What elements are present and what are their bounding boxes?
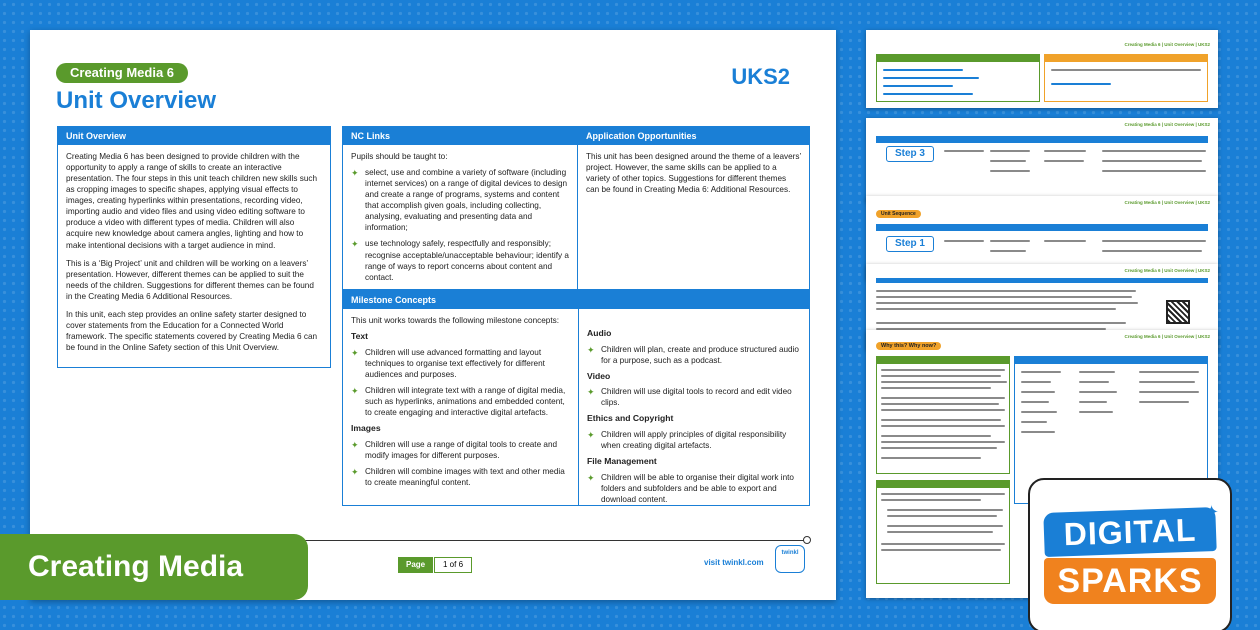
visit-link: visit twinkl.com [704,558,764,567]
overview-paragraph: This is a ‘Big Project’ unit and children will be working on a leavers’ presentation. However, different themes can be applied to suit the needs of the children. Suggestions for different themes can be found in the Creating Media 6 Additional Resources. [66,258,314,301]
unit-tag: Creating Media 6 [56,63,188,83]
milestone-item: ✦ Children will plan, create and produce structured audio for a purpose, such as a podcast. [587,344,801,366]
nc-link-item: ✦ select, use and combine a variety of software (including internet services) on a range of digital devices to design and create a range of programs, systems and content that accomplish given goals, including collecting, analysing, evaluating and presenting data and information; [351,167,569,233]
milestone-item: ✦ Children will integrate text with a range of digital media, such as hyperlinks, animations and embedded content, to create engaging and interactive digital artefacts. [351,385,570,418]
milestone-item: ✦ Children will use digital tools to record and edit video clips. [587,386,801,408]
digital-label: DIGITAL [1043,507,1216,557]
milestone-item: ✦ Children will apply principles of digital responsibility when creating digital artefacts. [587,429,801,451]
thumbnail-header: Creating Media 6 | Unit Overview | UKS2 [1124,200,1210,205]
milestone-item: ✦ Children will be able to organise their digital work into folders and subfolders and be able to export and download content. [587,472,801,505]
main-page-preview [30,30,836,600]
thumbnail-header: Creating Media 6 | Unit Overview | UKS2 [1124,122,1210,127]
thumbnail-box [1044,54,1208,102]
nc-links-heading: NC Links [343,127,577,145]
thumbnail-box [876,54,1040,102]
application-box [577,126,810,290]
step-label: Step 1 [886,236,934,252]
milestone-item: ✦ Children will use advanced formatting and layout techniques to organise text effectively for different audiences and purposes. [351,347,570,380]
application-heading: Application Opportunities [578,127,809,145]
unit-overview-box [57,126,331,368]
milestone-subheading: Text [351,331,369,342]
milestone-subheading: Ethics and Copyright [587,413,674,424]
thumbnail-header: Creating Media 6 | Unit Overview | UKS2 [1124,268,1210,273]
application-text: This unit has been designed around the theme of a leavers’ project. However, the same skills can be applied to a variety of other topics. Suggestions for different themes can be found in Creating Media 6: Additional Resources. [586,152,801,195]
page-number: 1 of 6 [434,557,472,573]
milestone-heading: Milestone Concepts [343,291,809,309]
milestone-subheading: File Management [587,456,657,467]
page-thumbnail [866,118,1218,202]
milestone-box [342,290,810,506]
footer-divider [300,540,805,541]
thumbnail-box [876,356,1010,474]
unit-sequence-label: Unit Sequence [876,210,921,218]
page-label: Page [398,557,433,573]
why-this-label: Why this? Why now? [876,342,941,350]
page-title: Unit Overview [56,87,217,114]
twinkl-logo-text: twinkl [781,550,799,556]
overview-paragraph: In this unit, each step provides an online safety starter designed to cover statements from the Education for a Connected World framework. The specific statements covered by Creating Media 6 can be found in the Online Safety section of this Unit Overview. [66,309,318,352]
unit-overview-heading: Unit Overview [58,127,330,145]
milestone-intro: This unit works towards the following milestone concepts: [351,316,559,325]
milestone-item: ✦ Children will combine images with text and other media to create meaningful content. [351,466,570,488]
milestone-subheading: Images [351,423,381,434]
footer-dot [803,536,811,544]
step-label: Step 3 [886,146,934,162]
overview-paragraph: Creating Media 6 has been designed to provide children with the opportunity to apply a range of skills to create an interactive presentation. The four steps in this unit teach children new skills such as cropping images to specific shapes, applying visual effects to images, creating hyperlinks within presentations, recording video, importing audio and video files and using video editing software to produce a video with different types of media. Children will also acquire new knowledge about camera angles, lighting and how to make intentional decisions with a target audience in mind. [66,152,318,250]
page-thumbnail [866,30,1218,108]
thumbnail-header: Creating Media 6 | Unit Overview | UKS2 [1124,334,1210,339]
milestone-subheading: Audio [587,328,612,338]
nc-link-item: ✦ use technology safely, respectfully and responsibly; recognise acceptable/unacceptable behaviour; identify a range of ways to report concerns about content and contact. [351,238,569,282]
milestone-item: ✦ Children will use a range of digital tools to create and modify images for different purposes. [351,439,570,461]
sparks-label: SPARKS [1044,558,1216,604]
sparkle-icon: ✦ [1204,502,1220,522]
qr-code [1166,300,1190,324]
key-stage-label: UKS2 [731,64,790,89]
milestone-subheading: Video [587,370,611,381]
thumbnail-box [876,480,1010,584]
creating-media-banner: Creating Media [0,534,308,600]
thumbnail-header: Creating Media 6 | Unit Overview | UKS2 [1124,42,1210,47]
digital-sparks-logo [1028,478,1232,630]
nc-links-intro: Pupils should be taught to: [351,152,448,161]
nc-links-box [342,126,578,290]
twinkl-logo [775,545,805,573]
